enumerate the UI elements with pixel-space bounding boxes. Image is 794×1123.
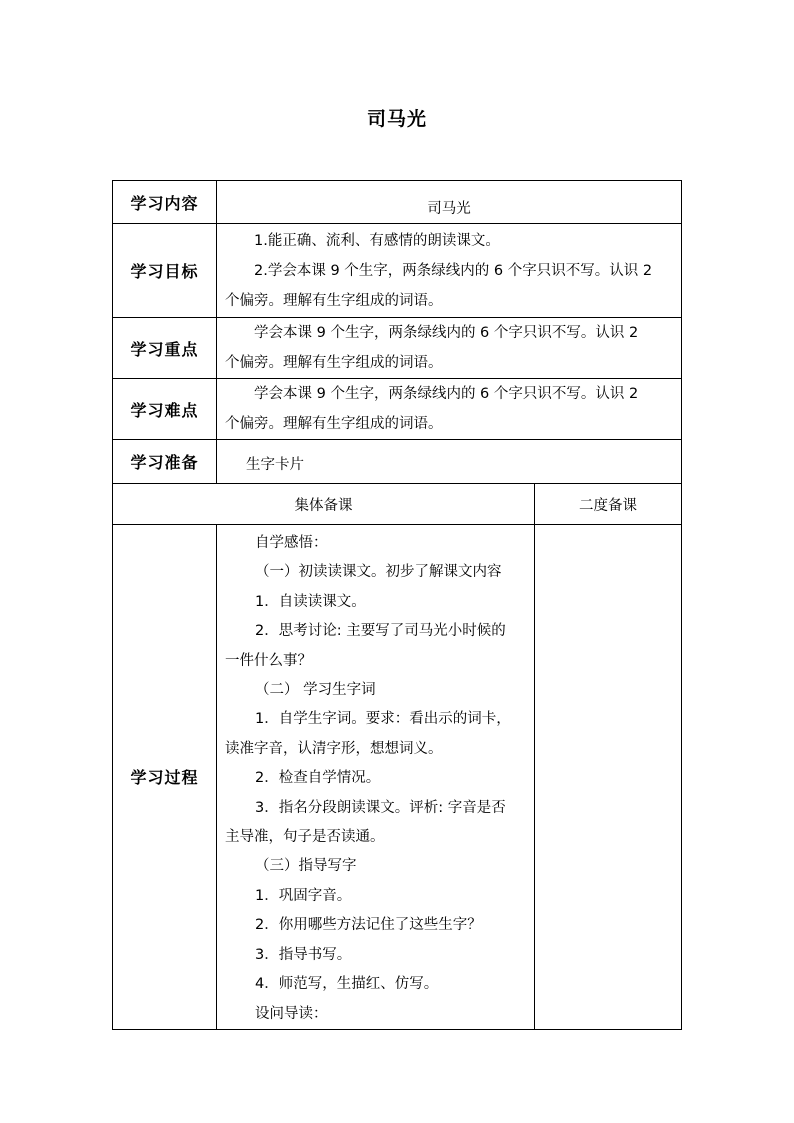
process-line: （三）指导写字 — [255, 858, 357, 875]
label-goal: 学习目标 — [113, 224, 217, 318]
process-line: 读准字音，认清字形，想想词义。 — [225, 740, 443, 757]
process-line: 一件什么事？ — [225, 652, 312, 669]
label-preparation: 学习准备 — [113, 440, 217, 484]
process-line: 2．你用哪些方法记住了这些生字？ — [255, 917, 482, 934]
row-focus — [113, 318, 682, 379]
row-preparation — [113, 440, 682, 484]
header-collective: 集体备课 — [113, 484, 535, 525]
label-difficulty: 学习难点 — [113, 379, 217, 440]
row-content — [113, 181, 682, 224]
focus-line-2: 个偏旁。理解有生字组成的词语。 — [225, 355, 443, 371]
goal-line-3: 个偏旁。理解有生字组成的词语。 — [225, 292, 443, 309]
row-process — [113, 525, 682, 1030]
goal-line-1: 1.能正确、流利、有感情的朗读课文。 — [254, 232, 500, 249]
value-goal — [217, 224, 682, 318]
secondary-notes-cell — [535, 525, 682, 1030]
label-process: 学习过程 — [113, 525, 217, 1030]
row-difficulty — [113, 379, 682, 440]
process-line: 2．思考讨论: 主要写了司马光小时候的 — [255, 623, 506, 640]
label-content: 学习内容 — [113, 181, 217, 224]
value-process — [217, 525, 535, 1030]
goal-line-2: 2.学会本课 9 个生字，两条绿线内的 6 个字只识不写。认识 2 — [254, 262, 653, 279]
value-preparation: 生字卡片 — [217, 440, 682, 484]
row-headers — [113, 484, 682, 525]
value-focus — [217, 318, 682, 379]
page-title: 司马光 — [366, 108, 427, 130]
lesson-plan-table — [112, 180, 682, 1030]
process-line: 4．师范写，生描红、仿写。 — [255, 976, 439, 993]
process-line: 3．指名分段朗读课文。评析: 字音是否 — [255, 799, 506, 816]
process-line: 2．检查自学情况。 — [255, 770, 381, 787]
difficulty-line-1: 学会本课 9 个生字，两条绿线内的 6 个字只识不写。认识 2 — [254, 386, 639, 402]
label-focus: 学习重点 — [113, 318, 217, 379]
process-line: （一）初读读课文。初步了解课文内容 — [255, 564, 502, 581]
process-line: 主导准，句子是否读通。 — [225, 829, 385, 846]
process-line: （二） 学习生字词 — [255, 682, 376, 699]
focus-line-1: 学会本课 9 个生字，两条绿线内的 6 个字只识不写。认识 2 — [254, 325, 639, 341]
process-line: 1．自学生字词。要求：看出示的词卡， — [255, 711, 511, 728]
process-line: 自学感悟： — [255, 535, 328, 551]
value-difficulty — [217, 379, 682, 440]
process-line: 设问导读： — [255, 1005, 328, 1022]
row-goal — [113, 224, 682, 318]
difficulty-line-2: 个偏旁。理解有生字组成的词语。 — [225, 416, 443, 432]
process-line: 1．巩固字音。 — [255, 887, 352, 904]
process-line: 3．指导书写。 — [255, 946, 352, 963]
header-secondary: 二度备课 — [535, 484, 682, 525]
process-line: 1．自读读课文。 — [255, 593, 366, 610]
value-content: 司马光 — [217, 181, 682, 224]
